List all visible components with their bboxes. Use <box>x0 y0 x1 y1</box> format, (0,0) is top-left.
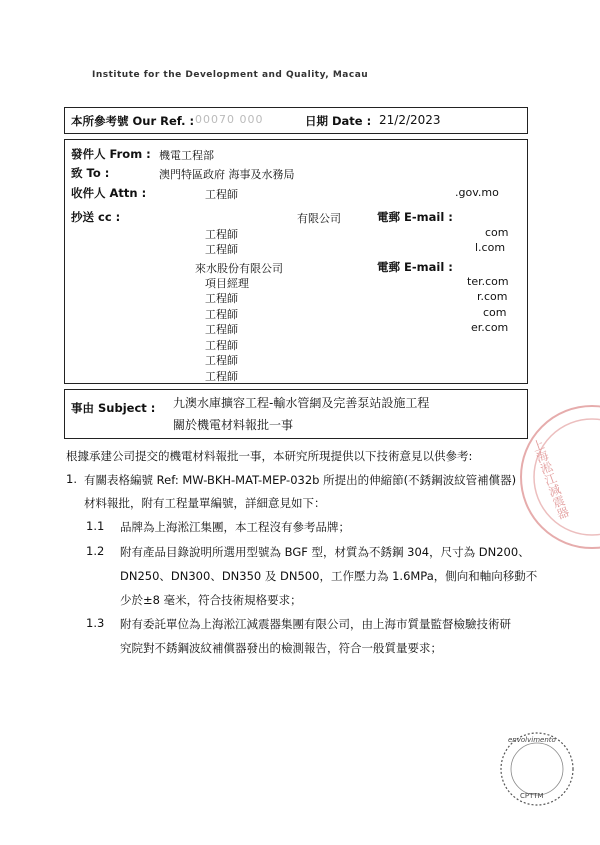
institute-header: Institute for the Development and Quality, Macau <box>92 70 369 80</box>
item-1-number: 1. <box>66 472 77 486</box>
subitem-line: 附有產品目錄說明所選用型號為 BGF 型，材質為不銹鋼 304，尺寸為 DN200、 <box>120 545 530 559</box>
item-1-line-2: 材料報批，附有工程量單編號，詳細意見如下： <box>84 496 326 510</box>
subitem-line: DN250、DN300、DN350 及 DN500，工作壓力為 1.6MPa，側向和軸向移動不 <box>120 569 538 583</box>
cc-line: 工程師 <box>205 354 238 367</box>
intro-paragraph: 根據承建公司提交的機電材料報批一事，本研究所現提供以下技術意見以供參考: <box>66 449 473 463</box>
seal-text: envolvimento <box>508 736 556 744</box>
subject-line-2: 關於機電材料報批一事 <box>173 418 294 432</box>
cc-line: 項目經理 <box>205 277 249 290</box>
to-label: 致 To : <box>71 166 110 180</box>
cc-line: 工程師 <box>205 243 238 256</box>
subitem-number: 1.1 <box>86 519 105 533</box>
cc-line: 工程師 <box>205 308 238 321</box>
ref-label: 本所參考號 Our Ref. : <box>71 114 195 128</box>
subitem-line: 究院對不銹鋼波紋補償器發出的檢測報告，符合一般質量要求； <box>120 641 442 655</box>
stamp-text: 上海淞江減震器 <box>529 437 571 522</box>
subject-line-1: 九澳水庫擴容工程-輸水管網及完善泵站設施工程 <box>173 396 430 410</box>
subitem-line: 品牌為上海淞江集團，本工程沒有參考品牌； <box>120 520 350 534</box>
date-value: 21/2/2023 <box>379 113 441 127</box>
cc-company-2: 來水股份有限公司 <box>195 262 283 275</box>
stamp-ring-icon <box>522 407 600 547</box>
addressee-box <box>64 139 528 384</box>
cc-label: 抄送 cc : <box>71 210 121 224</box>
reference-row <box>64 107 528 134</box>
subitem-number: 1.2 <box>86 544 105 558</box>
subitem-line: 少於±8 毫米，符合技術規格要求； <box>120 593 302 607</box>
email-4: r.com <box>477 290 508 303</box>
subject-label: 事由 Subject : <box>71 401 156 415</box>
seal-stamp <box>498 730 576 808</box>
to-value: 澳門特區政府 海事及水務局 <box>159 168 295 181</box>
subitem-line: 附有委託單位為上海淞江減震器集團有限公司，由上海市質量監督檢驗技術研 <box>120 617 511 631</box>
cc-line: 工程師 <box>205 370 238 383</box>
date-label: 日期 Date : <box>305 114 372 128</box>
item-1-line-1: 有關表格編號 Ref: MW-BKH-MAT-MEP-032b 所提出的伸縮節(不銹鋼波紋管補償器) <box>84 473 517 487</box>
attn-email: .gov.mo <box>455 186 499 199</box>
attn-value: 工程師 <box>205 188 238 201</box>
email-5: com <box>483 306 507 319</box>
cc-line: 工程師 <box>205 323 238 336</box>
cc-company-1: 有限公司 <box>297 212 341 225</box>
email-2: l.com <box>475 241 506 254</box>
seal-abbr: CPTTM <box>520 792 544 800</box>
from-value: 機電工程部 <box>159 149 214 162</box>
email-6: er.com <box>471 321 509 334</box>
from-label: 發件人 From : <box>71 147 151 161</box>
attn-label: 收件人 Attn : <box>71 186 147 200</box>
subject-box <box>64 389 528 439</box>
email-label-1: 電郵 E-mail : <box>377 210 453 224</box>
ref-value: 00070 000 <box>195 113 264 126</box>
cc-line: 工程師 <box>205 339 238 352</box>
email-3: ter.com <box>467 275 509 288</box>
email-1: com <box>485 226 509 239</box>
cc-line: 工程師 <box>205 228 238 241</box>
cc-line: 工程師 <box>205 292 238 305</box>
company-stamp <box>520 405 600 549</box>
subitem-number: 1.3 <box>86 616 105 630</box>
email-label-2: 電郵 E-mail : <box>377 260 453 274</box>
